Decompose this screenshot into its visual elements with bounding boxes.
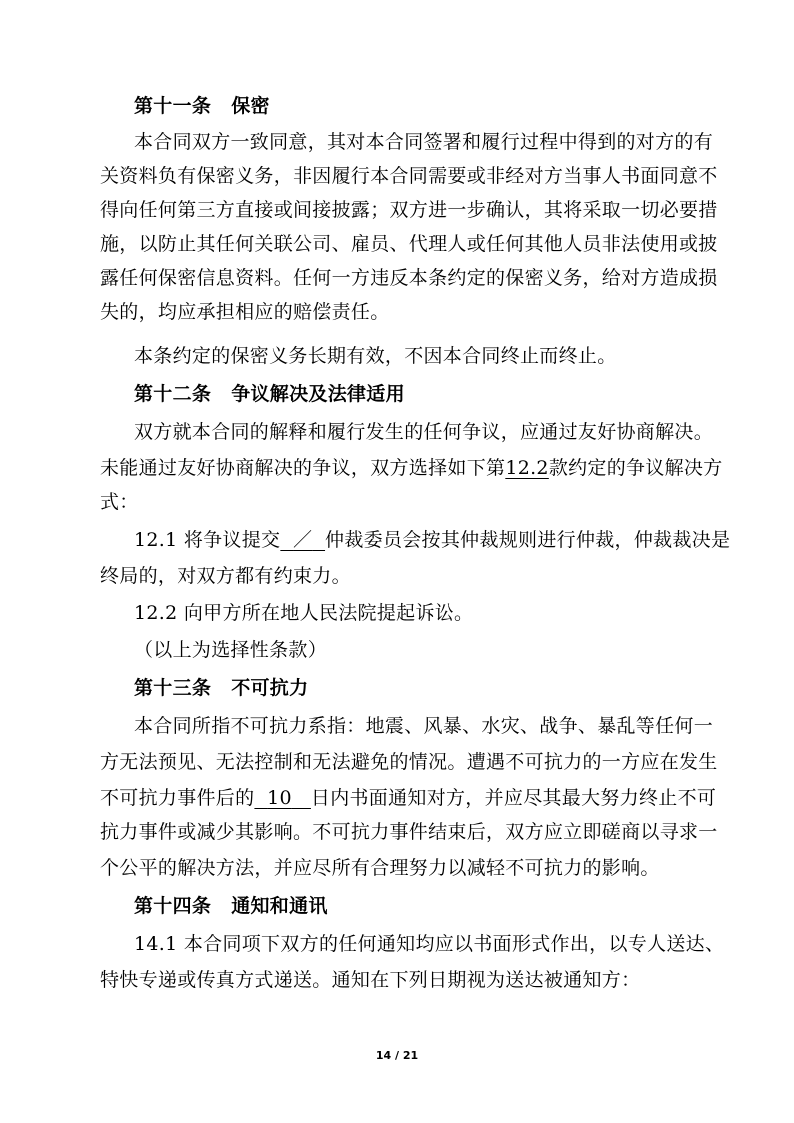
clause-12-1-line: 终局的，对双方都有约束力。 [100, 565, 351, 587]
article-11-heading [134, 94, 734, 118]
article-12-paragraph-line: 双方就本合同的解释和履行发生的任何争议，应通过友好协商解决。 [134, 421, 714, 443]
article-12-paragraph-line: 式： [100, 491, 139, 513]
clause-12-1-line [134, 528, 731, 552]
article-12-paragraph-line [100, 456, 723, 480]
article-13-paragraph-line [100, 786, 717, 810]
article-11-paragraph-line: 露任何保密信息资料。任何一方违反本条约定的保密义务，给对方造成损 [100, 267, 718, 289]
article-14-heading [134, 894, 734, 918]
arbitration-commission-value: ／ [293, 529, 313, 551]
clause-12-1-text: 12.1 将争议提交 [134, 529, 281, 551]
notice-days-value: 10 [267, 787, 292, 809]
article-14-number: 第十四条 [134, 895, 212, 917]
article-11-paragraph-line: 得向任何第三方直接或间接披露；双方进一步确认，其将采取一切必要措 [100, 199, 718, 221]
notice-days-blank [254, 786, 311, 810]
article-12-heading [134, 382, 734, 406]
article-11-paragraph-line: 失的，均应承担相应的赔偿责任。 [100, 301, 390, 323]
article-13-paragraph-line: 本合同所指不可抗力系指：地震、风暴、水灾、战争、暴乱等任何一 [134, 715, 714, 737]
clause-12-2: 12.2 向甲方所在地人民法院提起诉讼。 [134, 602, 474, 624]
article-13-text: 不可抗力事件后的 [100, 787, 255, 809]
article-12-title: 争议解决及法律适用 [231, 383, 405, 405]
article-13-number: 第十三条 [134, 677, 212, 699]
article-11-paragraph-line: 施，以防止其任何关联公司、雇员、代理人或任何其他人员非法使用或披 [100, 233, 718, 255]
article-11-title: 保密 [231, 95, 270, 117]
chosen-clause-number: 12.2 [505, 457, 549, 479]
clause-12-1-text: 仲裁委员会按其仲裁规则进行仲裁，仲裁裁决是 [325, 529, 731, 551]
article-12-number: 第十二条 [134, 383, 212, 405]
article-11-number: 第十一条 [134, 95, 212, 117]
article-12-text: 未能通过友好协商解决的争议，双方选择如下第 [100, 457, 506, 479]
article-13-paragraph-line: 个公平的解决方法，并应尽所有合理努力以减轻不可抗力的影响。 [100, 857, 660, 879]
optional-clause-note: （以上为选择性条款） [134, 639, 328, 661]
article-13-title: 不可抗力 [231, 677, 309, 699]
page-number: 14 / 21 [375, 1049, 419, 1062]
article-11-paragraph-line: 关资料负有保密义务，非因履行本合同需要或非经对方当事人书面同意不 [100, 165, 718, 187]
article-11-paragraph-line: 本合同双方一致同意，其对本合同签署和履行过程中得到的对方的有 [134, 131, 714, 153]
article-13-paragraph-line: 方无法预见、无法控制和无法避免的情况。遭遇不可抗力的一方应在发生 [100, 751, 718, 773]
article-12-text: 款约定的争议解决方 [548, 457, 723, 479]
clause-14-1-line: 特快专递或传真方式递送。通知在下列日期视为送达被通知方： [100, 969, 641, 991]
article-11-paragraph-2: 本条约定的保密义务长期有效，不因本合同终止而终止。 [134, 345, 617, 367]
clause-14-1-line: 14.1 本合同项下双方的任何通知均应以书面形式作出，以专人送达、 [134, 933, 725, 955]
article-14-title: 通知和通讯 [231, 895, 328, 917]
article-13-paragraph-line: 抗力事件或减少其影响。不可抗力事件结束后，双方应立即磋商以寻求一 [100, 821, 718, 843]
article-13-text: 日内书面通知对方，并应尽其最大努力终止不可 [310, 787, 717, 809]
arbitration-commission-blank [280, 528, 325, 552]
article-13-heading [134, 676, 734, 700]
